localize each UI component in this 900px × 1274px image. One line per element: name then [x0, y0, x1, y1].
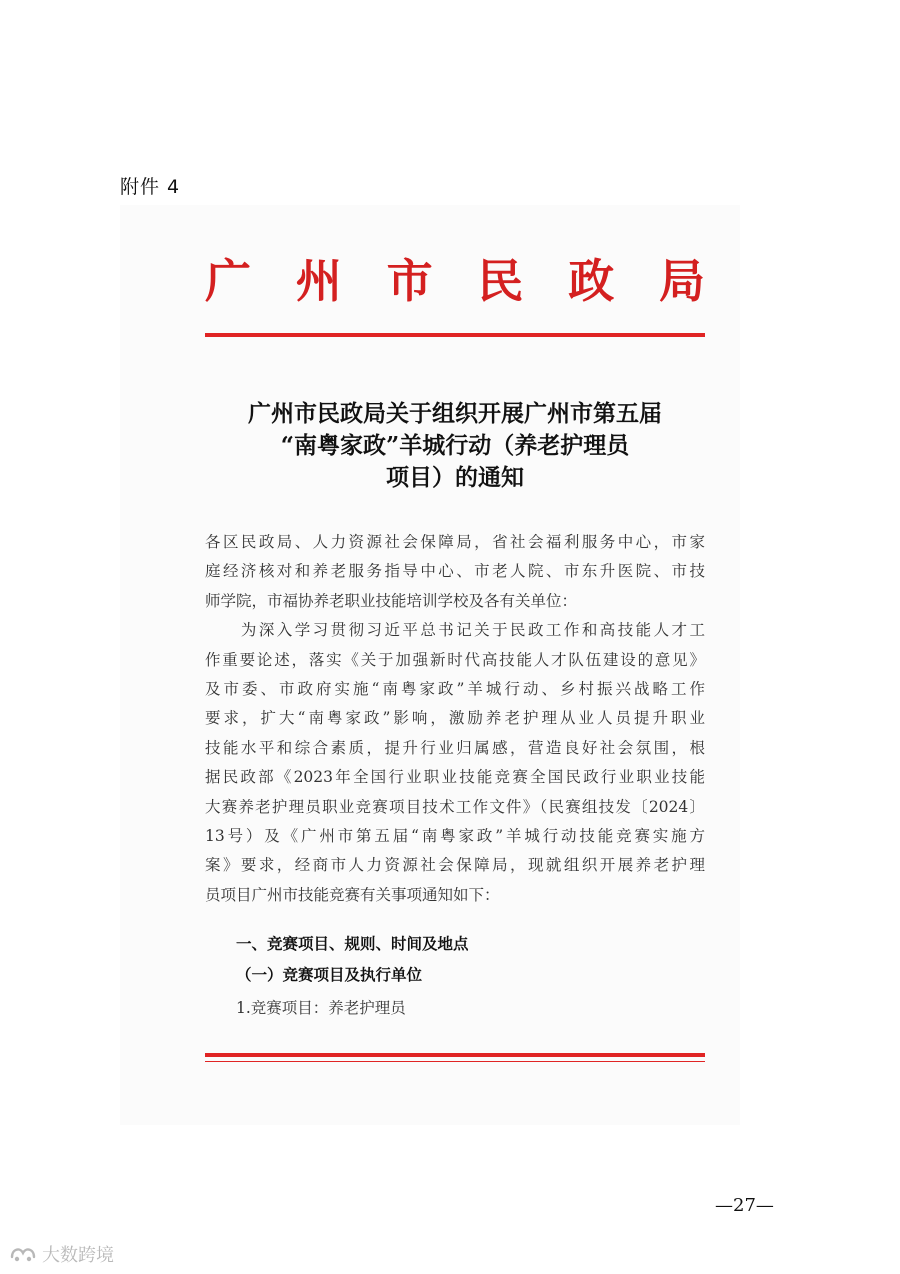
bureau-header-char: 广 [205, 254, 251, 308]
watermark-text: 大数跨境 [42, 1245, 114, 1266]
title-line: 项目）的通知 [386, 464, 524, 491]
body-line: 及市委、市政府实施“南粤家政”羊城行动、乡村振兴战略工作 [205, 680, 705, 699]
footer-red-rule [205, 1053, 705, 1057]
body-line: 案》要求，经商市人力资源社会保障局，现就组织开展养老护理 [205, 856, 705, 875]
bureau-header [205, 254, 705, 308]
bureau-header-char: 政 [568, 254, 615, 308]
title-line: 广州市民政局关于组织开展广州市第五届 [248, 400, 662, 427]
body-text [205, 528, 705, 910]
body-line: 师学院，市福协养老职业技能培训学校及各有关单位： [205, 591, 578, 610]
subsection-heading: （一）竞赛项目及执行单位 [236, 965, 423, 984]
body-line: 作重要论述，落实《关于加强新时代高技能人才队伍建设的意见》 [205, 650, 705, 669]
body-line: 大赛养老护理员职业竞赛项目技术工作文件》（民赛组技发〔2024〕 [205, 797, 705, 816]
header-red-rule [205, 333, 705, 337]
section-heading: 一、竞赛项目、规则、时间及地点 [236, 934, 469, 953]
attachment-label: 附件 4 [120, 176, 181, 198]
bureau-header-char: 民 [477, 254, 524, 308]
bureau-header-char: 局 [658, 254, 705, 308]
footer-red-rule-thin [205, 1061, 705, 1062]
page-number: —27— [715, 1195, 774, 1216]
body-line: 要求，扩大“南粤家政”影响，激励养老护理从业人员提升职业 [205, 709, 705, 728]
body-line: 13号）及《广州市第五届“南粤家政”羊城行动技能竞赛实施方 [205, 827, 705, 846]
bureau-header-char: 市 [386, 254, 433, 308]
body-line: 据民政部《2023年全国行业职业技能竞赛全国民政行业职业技能 [205, 768, 705, 787]
watermark [8, 1241, 114, 1267]
body-line: 各区民政局、人力资源社会保障局，省社会福利服务中心，市家 [205, 533, 705, 551]
body-line: 为深入学习贯彻习近平总书记关于民政工作和高技能人才工 [205, 621, 705, 640]
body-line: 技能水平和综合素质，提升行业归属感，营造良好社会氛围，根 [205, 738, 705, 757]
body-line: 庭经济核对和养老服务指导中心、市老人院、市东升医院、市技 [205, 562, 705, 581]
title-line: “南粤家政”羊城行动（养老护理员 [280, 432, 630, 459]
bureau-header-char: 州 [295, 254, 342, 308]
document-title [205, 398, 705, 494]
watermark-logo-icon [8, 1243, 38, 1265]
list-item: 1.竞赛项目：养老护理员 [236, 999, 406, 1017]
body-line: 员项目广州市技能竞赛有关事项通知如下： [205, 885, 500, 904]
